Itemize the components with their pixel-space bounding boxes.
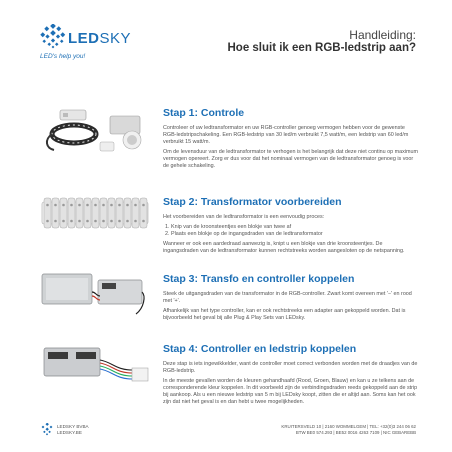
step4-paragraph-1: Deze stap is iets ingewikkelder, want de controller moet correct verbonden worden met de draadjes van de RGB-ledstrip. bbox=[163, 361, 418, 374]
brand-sky: SKY bbox=[99, 30, 132, 47]
step4-photo-controller-ledstrip bbox=[40, 340, 150, 390]
brand-tagline: LED's help you! bbox=[40, 53, 86, 60]
step1-heading: Stap 1: Controle bbox=[163, 107, 245, 119]
step3-paragraph-1: Steek de uitgangsdraden van de transformator in de RGB-controller. Zwart komt overeen met '−' en rood met '+'. bbox=[163, 291, 412, 304]
step1-paragraph-2: Om de levensduur van de ledtransformator te verhogen is het belangrijk dat deze niet continu op maximum vermogen opereert. Zorg er dus voor dat het nominaal vermogen van de ledtransformator genoeg is voor de gehele schakeling. bbox=[163, 148, 418, 169]
footer-registration: BTW BE0 574.293 | BE52 0016 4263 7109 | NIC GEBAREBB bbox=[295, 430, 416, 435]
step4-body bbox=[163, 361, 419, 408]
ledsky-dots-logo-icon bbox=[40, 24, 66, 50]
step4-heading: Stap 4: Controller en ledstrip koppelen bbox=[163, 343, 357, 355]
step2-list-item: 2. Plaats een blokje op de ingangsdraden van de ledtransformator bbox=[171, 231, 419, 238]
step2-paragraph-after: Wanneer er ook een aardedraad aanwezig is, knipt u een blokje van drie kroonsteentjes. De ingangsdraden van de ledtransformator kunnen rechtstreeks worden aangesloten op de netspanning. bbox=[163, 240, 405, 254]
step1-paragraph-1: Controleer of uw ledtransformator en uw RGB-controller genoeg vermogen hebben voor de gewenste RGB-ledstripschakeling. Een RGB-ledstrip van 30 led/m verbruikt 7,5 watt/m, een ledstrip van 60 led/m verbruikt 15 watt/m. bbox=[163, 125, 409, 145]
step2-photo-terminal-blocks bbox=[40, 190, 150, 240]
footer-contact bbox=[281, 424, 416, 436]
step3-photo-transformer-controller bbox=[40, 270, 150, 320]
manual-title: Hoe sluit ik een RGB-ledstrip aan? bbox=[227, 42, 416, 54]
brand-led: LED bbox=[68, 30, 100, 47]
ledsky-logo[interactable] bbox=[40, 22, 140, 72]
step3-paragraph-2: Afhankelijk van het type controller, kan er ook rechtstreeks een adapter aan gekoppeld worden. Dat is bijvoorbeeld het geval bij alle Plug & Play Sets van LEDsky. bbox=[163, 307, 406, 321]
footer-company-name: LEDSKY BVBA bbox=[57, 424, 89, 429]
step2-body bbox=[163, 214, 419, 258]
footer-website[interactable]: LEDSKY.BE bbox=[57, 430, 82, 435]
step1-photo-ledstrip-controller bbox=[40, 104, 150, 154]
step2-heading: Stap 2: Transformator voorbereiden bbox=[163, 196, 342, 208]
step2-intro: Het voorbereiden van de ledtransformator is een eenvoudig proces: bbox=[163, 214, 325, 220]
step1-body bbox=[163, 125, 419, 172]
step4-paragraph-2: In de meeste gevallen worden de kleuren gehandhaafd (Rood, Groen, Blauw) en kan u ze telkens aan de corresponderende kleur koppelen. In dit voorbeeld zijn de verbindingsdraden reeds gekoppeld aan de strip bij aankoop. Als u een nieuwe ledstrip van 5 m bij LEDsky koopt, zitten die er altijd aan. Soms kan het ook zijn dat niet het geval is en dan hebt u twee mogelijkheden. bbox=[163, 377, 418, 405]
manual-subtitle: Handleiding: bbox=[349, 28, 416, 42]
brand-wordmark bbox=[68, 30, 131, 47]
footer-logo-icon bbox=[40, 423, 54, 437]
step2-list-item: 1. Knip van de kroonsteentjes een blokje van twee af bbox=[171, 224, 419, 231]
footer-address: KRUITERSVELD 10 | 2160 WOMMELGEM | TEL: +32(0)3 244 06 62 bbox=[281, 424, 416, 429]
step3-body bbox=[163, 291, 419, 325]
footer-company bbox=[57, 424, 89, 436]
step2-list bbox=[163, 224, 419, 238]
step3-heading: Stap 3: Transfo en controller koppelen bbox=[163, 273, 355, 285]
